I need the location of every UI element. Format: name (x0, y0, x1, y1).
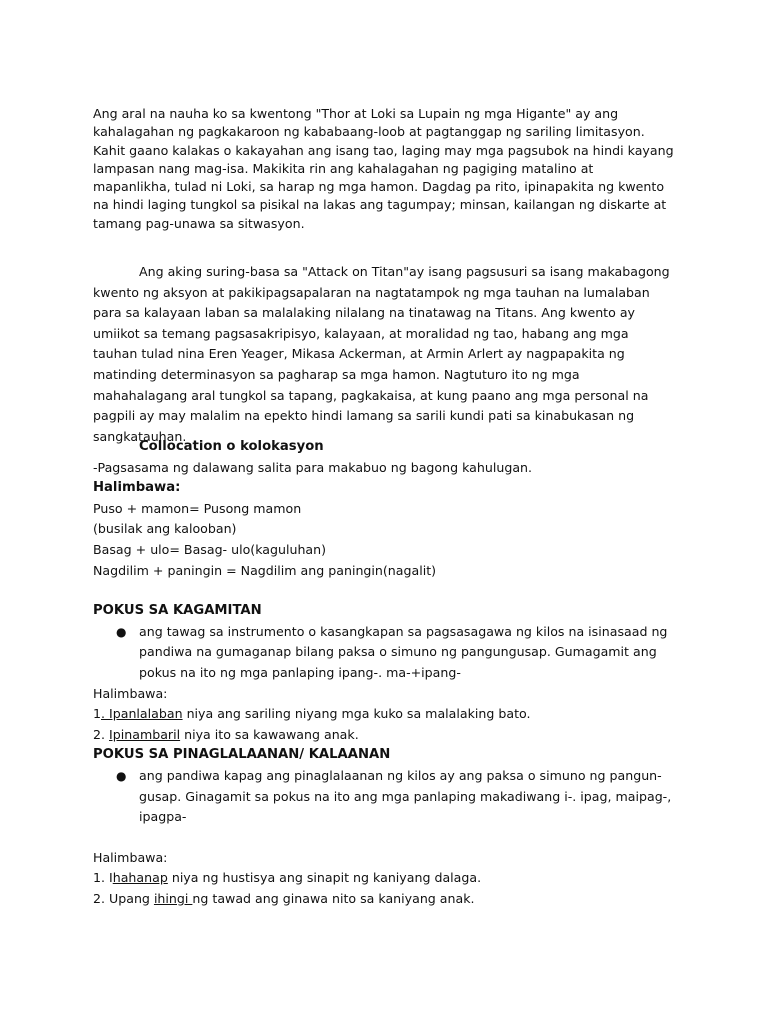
underlined-verb: . Ipanlalaban (101, 706, 183, 722)
underlined-verb: Ipinambaril (109, 726, 181, 742)
collocation-heading: Collocation o kolokasyon (139, 439, 324, 454)
example-number: 2. (93, 726, 110, 742)
review-paragraph: Ang aking suring-basa sa "Attack on Titan"ay isang pagsusuri sa isang makabagong kwento ng aksyon at pakikipagsapalaran na nagtatampok ng mga tauhan na lumalaban para sa kalayaan laban sa malalaking nilalang na tinatawag na Titans. Ang kwento ay umiikot sa temang pagsasakripisyo, kalayaan, at moralidad ng tao, habang ang mga tauhan tulad nina Eren Yeager, Mikasa Ackerman, at Armin Arlert ay nagpapakita ng matinding determinasyon sa pagharap sa mga hamon. Nagtuturo ito ng mga mahahalagang aral tungkol sa tapang, pagkakaisa, at kung paano ang mga personal na pagpili ay may malalim na epekto hindi lamang sa sarili kundi pati sa kinabukasan ng sangkatauhan. (93, 264, 670, 444)
list-item (93, 622, 675, 684)
kagamitan-list (93, 622, 675, 684)
underlined-verb: ihingi (153, 890, 193, 906)
intro-paragraph-block (93, 105, 675, 233)
pinaglalaanan-heading: POKUS SA PINAGLALAANAN/ KALAANAN (93, 747, 391, 763)
intro-paragraph: Ang aral na nauha ko sa kwentong "Thor at Loki sa Lupain ng mga Higante" ay ang kahalagahan ng pagkakaroon ng kababaang-loob at pagtanggap ng sariling limitasyon. Kahit gaano kalakas o kakayahan ang isang tao, laging may mga pagsubok na hindi kayang lampasan nang mag-isa. Makikita rin ang kahalagahan ng pagiging matalino at mapanlikha, tulad ni Loki, sa harap ng mga hamon. Dagdag pa rito, ipinapakita ng kwento na hindi laging tungkol sa pisikal na lakas ang tagumpay; minsan, kailangan ng diskarte at tamang pag-unawa sa sitwasyon. (93, 106, 674, 231)
bullet-icon: ● (116, 768, 127, 783)
spacer (93, 828, 675, 848)
collocation-example: (busilak ang kalooban) (93, 521, 237, 537)
pinaglalaanan-list (93, 766, 675, 828)
example-number: 2. Upang (93, 890, 154, 906)
pinaglalaanan-example-1 (93, 868, 675, 889)
example-number: 1. I (93, 870, 113, 886)
lesson-sections (93, 437, 675, 909)
review-paragraph-block (93, 262, 675, 447)
pinaglalaanan-definition: ang pandiwa kapag ang pinaglalaanan ng kilos ay ang paksa o simuno ng pangungusap. Ginagamit sa pokus na ito ang mga panlaping makadiwang i-. ipag, maipag-, ipagpa- (139, 767, 672, 825)
kagamitan-example-1 (93, 704, 675, 725)
example-text: ng tawad ang ginawa nito sa kaniyang anak. (192, 890, 475, 906)
collocation-example: Puso + mamon= Pusong mamon (93, 500, 302, 516)
collocation-example: Basag + ulo= Basag- ulo(kaguluhan) (93, 541, 327, 557)
kagamitan-definition: ang tawag sa instrumento o kasangkapan sa pagsasagawa ng kilos na isinasaad ng pandiwa na gumaganap bilang paksa o simuno ng pangungusap. Gumagamit ang pokus na ito ng mga panlaping ipang-. ma-+ipang- (139, 623, 668, 680)
bullet-icon: ● (116, 624, 127, 639)
pinaglalaanan-examples-label: Halimbawa: (93, 849, 168, 865)
kagamitan-example-2 (93, 725, 675, 746)
list-item (93, 766, 675, 828)
example-text: niya ito sa kawawang anak. (180, 726, 359, 742)
kagamitan-examples-label: Halimbawa: (93, 685, 168, 701)
pinaglalaanan-example-2 (93, 889, 675, 910)
collocation-examples-label: Halimbawa: (93, 480, 181, 496)
example-number: 1 (93, 706, 102, 722)
underlined-verb: hahanap (112, 870, 168, 886)
collocation-definition: -Pagsasama ng dalawang salita para makabuo ng bagong kahulugan. (93, 459, 533, 475)
kagamitan-heading: POKUS SA KAGAMITAN (93, 603, 262, 619)
collocation-example: Nagdilim + paningin = Nagdilim ang paningin(nagalit) (93, 562, 437, 578)
spacer (93, 581, 675, 601)
example-text: niya ang sariling niyang mga kuko sa malalaking bato. (182, 706, 531, 722)
example-text: niya ng hustisya ang sinapit ng kaniyang dalaga. (167, 870, 482, 886)
